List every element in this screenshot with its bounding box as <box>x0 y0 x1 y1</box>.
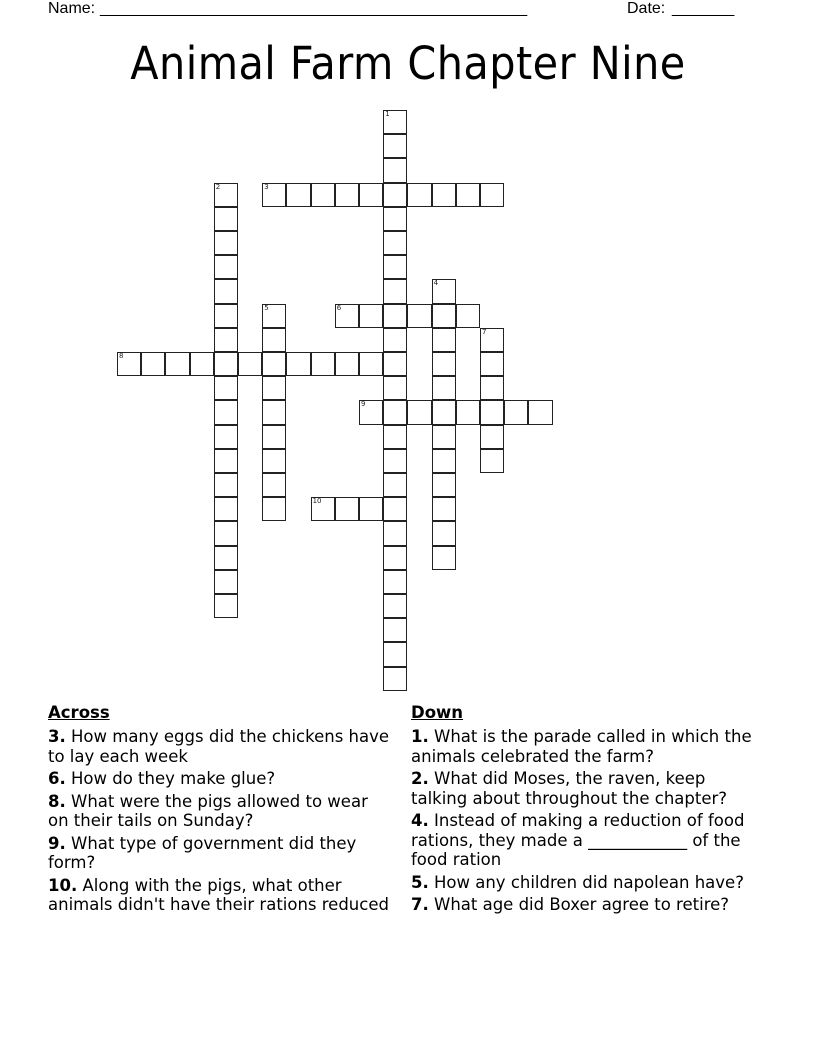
clue-number: 2. <box>411 769 429 788</box>
crossword-cell[interactable] <box>383 400 407 424</box>
clue-across-9 <box>48 834 393 873</box>
clue-text: How any children did napolean have? <box>434 872 744 892</box>
crossword-cell[interactable] <box>214 352 238 376</box>
clue-number-label: 2 <box>215 182 221 191</box>
crossword-cell[interactable] <box>190 352 214 376</box>
clue-number-label: 8 <box>119 352 124 360</box>
crossword-cell[interactable] <box>383 352 407 376</box>
crossword-cell[interactable] <box>456 304 480 328</box>
crossword-cell[interactable] <box>214 376 238 400</box>
clue-text: What did Moses, the raven, keep talking about throughout the chapter? <box>411 769 728 808</box>
crossword-cell[interactable] <box>335 497 359 521</box>
clue-number: 5. <box>411 872 429 892</box>
crossword-cell[interactable] <box>214 425 238 449</box>
crossword-cell[interactable] <box>214 207 238 231</box>
crossword-cell[interactable] <box>383 497 407 521</box>
crossword-cell[interactable] <box>311 183 335 207</box>
crossword-cell[interactable] <box>383 231 407 255</box>
crossword-cell[interactable] <box>432 497 456 521</box>
page-title: Animal Farm Chapter Nine <box>130 37 686 90</box>
crossword-cell[interactable] <box>383 425 407 449</box>
crossword-cell[interactable] <box>214 279 238 303</box>
crossword-cell[interactable] <box>262 473 286 497</box>
clue-text: How many eggs did the chickens have to lay each week <box>48 727 390 766</box>
crossword-cell[interactable] <box>383 570 407 594</box>
crossword-cell[interactable] <box>480 449 504 473</box>
crossword-cell[interactable] <box>214 304 238 328</box>
crossword-cell[interactable] <box>214 473 238 497</box>
crossword-cell[interactable] <box>528 400 552 424</box>
date-label: Date: <box>627 0 666 17</box>
crossword-cell[interactable] <box>407 183 431 207</box>
crossword-cell[interactable] <box>383 279 407 303</box>
clue-number: 9. <box>48 833 66 853</box>
clue-across-3 <box>48 727 393 766</box>
crossword-cell[interactable] <box>432 328 456 352</box>
name-field[interactable]: ________________________________________________ <box>100 0 528 17</box>
crossword-cell[interactable] <box>262 425 286 449</box>
crossword-cell[interactable] <box>262 497 286 521</box>
across-clues <box>48 703 393 918</box>
crossword-cell[interactable] <box>359 183 383 207</box>
crossword-cell[interactable] <box>214 400 238 424</box>
crossword-cell[interactable] <box>214 449 238 473</box>
crossword-cell[interactable] <box>214 497 238 521</box>
crossword-cell[interactable] <box>262 352 286 376</box>
clue-number: 4. <box>411 811 429 830</box>
crossword-cell[interactable] <box>214 231 238 255</box>
clue-across-6 <box>48 769 393 789</box>
down-clues <box>411 703 761 918</box>
clue-down-7 <box>411 895 761 915</box>
crossword-cell[interactable] <box>383 376 407 400</box>
crossword-cell[interactable] <box>480 376 504 400</box>
crossword-cell[interactable] <box>432 352 456 376</box>
crossword-cell[interactable] <box>480 425 504 449</box>
clue-number: 1. <box>411 727 429 746</box>
crossword-cell[interactable] <box>335 352 359 376</box>
clue-text: What is the parade called in which the animals celebrated the farm? <box>411 727 752 766</box>
crossword-cell[interactable] <box>262 304 286 328</box>
crossword-cell[interactable] <box>383 667 407 691</box>
clue-number: 8. <box>48 791 66 811</box>
crossword-cell[interactable] <box>214 570 238 594</box>
crossword-cell[interactable] <box>214 521 238 545</box>
clue-across-10 <box>48 876 393 915</box>
crossword-cell[interactable] <box>383 328 407 352</box>
crossword-cell[interactable] <box>117 352 141 376</box>
crossword-cell[interactable] <box>432 376 456 400</box>
crossword-cell[interactable] <box>311 497 335 521</box>
crossword-cell[interactable] <box>311 352 335 376</box>
clue-number: 6. <box>48 769 66 788</box>
crossword-cell[interactable] <box>456 183 480 207</box>
crossword-cell[interactable] <box>432 279 456 303</box>
crossword-cell[interactable] <box>480 400 504 424</box>
crossword-cell[interactable] <box>383 449 407 473</box>
crossword-cell[interactable] <box>383 642 407 666</box>
clue-text: What were the pigs allowed to wear on their tails on Sunday? <box>48 791 368 830</box>
crossword-cell[interactable] <box>407 400 431 424</box>
crossword-cell[interactable] <box>286 183 310 207</box>
crossword-cell[interactable] <box>383 594 407 618</box>
clue-down-2 <box>411 769 761 808</box>
crossword-cell[interactable] <box>432 304 456 328</box>
crossword-cell[interactable] <box>141 352 165 376</box>
crossword-cell[interactable] <box>432 473 456 497</box>
crossword-cell[interactable] <box>214 183 238 207</box>
clue-text: Along with the pigs, what other animals didn't have their rations reduced <box>48 875 389 914</box>
crossword-cell[interactable] <box>456 400 480 424</box>
clue-number: 3. <box>48 727 66 746</box>
clue-text: Instead of making a reduction of food rations, they made a ____________ of the food ration <box>411 811 745 869</box>
crossword-cell[interactable] <box>335 304 359 328</box>
crossword-cell[interactable] <box>214 328 238 352</box>
clue-number: 10. <box>48 875 78 895</box>
crossword-cell[interactable] <box>432 183 456 207</box>
crossword-cell[interactable] <box>432 400 456 424</box>
crossword-cell[interactable] <box>383 521 407 545</box>
crossword-cell[interactable] <box>383 546 407 570</box>
crossword-cell[interactable] <box>214 594 238 618</box>
clue-number-label: 6 <box>336 303 342 312</box>
date-field[interactable]: _______ <box>672 0 735 17</box>
crossword-cell[interactable] <box>383 207 407 231</box>
crossword-cell[interactable] <box>480 328 504 352</box>
clue-number-label: 7 <box>482 327 487 336</box>
crossword-cell[interactable] <box>480 352 504 376</box>
clue-number-label: 4 <box>433 279 439 288</box>
crossword-cell[interactable] <box>262 449 286 473</box>
clue-text: How do they make glue? <box>71 769 276 788</box>
crossword-cell[interactable] <box>262 400 286 424</box>
crossword-cell[interactable] <box>262 376 286 400</box>
clue-text: What age did Boxer agree to retire? <box>434 895 730 914</box>
crossword-cell[interactable] <box>359 304 383 328</box>
crossword-cell[interactable] <box>432 449 456 473</box>
clue-number-label: 5 <box>264 303 269 312</box>
crossword-cell[interactable] <box>383 255 407 279</box>
crossword-cell[interactable] <box>335 183 359 207</box>
clue-text: What type of government did they form? <box>48 833 357 872</box>
crossword-cell[interactable] <box>262 328 286 352</box>
down-heading: Down <box>411 703 464 722</box>
clue-number-label: 10 <box>312 497 322 506</box>
crossword-cell[interactable] <box>214 255 238 279</box>
crossword-cell[interactable] <box>286 352 310 376</box>
crossword-cell[interactable] <box>432 425 456 449</box>
crossword-cell[interactable] <box>383 473 407 497</box>
clue-number-label: 3 <box>264 182 269 191</box>
crossword-cell[interactable] <box>165 352 189 376</box>
crossword-cell[interactable] <box>504 400 528 424</box>
crossword-cell[interactable] <box>383 183 407 207</box>
crossword-cell[interactable] <box>383 158 407 182</box>
crossword-cell[interactable] <box>432 546 456 570</box>
crossword-cell[interactable] <box>383 618 407 642</box>
crossword-cell[interactable] <box>407 304 431 328</box>
crossword-cell[interactable] <box>262 183 286 207</box>
crossword-cell[interactable] <box>480 183 504 207</box>
crossword-cell[interactable] <box>432 521 456 545</box>
name-label: Name: <box>48 0 96 17</box>
clue-down-1 <box>411 727 761 766</box>
crossword-cell[interactable] <box>238 352 262 376</box>
clue-number-label: 9 <box>361 400 366 409</box>
crossword-cell[interactable] <box>383 134 407 158</box>
crossword-cell[interactable] <box>383 110 407 134</box>
clue-number-label: 1 <box>385 110 390 118</box>
crossword-cell[interactable] <box>383 304 407 328</box>
crossword-cell[interactable] <box>359 497 383 521</box>
clue-down-4 <box>411 811 761 870</box>
crossword-cell[interactable] <box>359 400 383 424</box>
crossword-cell[interactable] <box>214 546 238 570</box>
crossword-cell[interactable] <box>359 352 383 376</box>
across-heading: Across <box>48 703 110 722</box>
clue-number: 7. <box>411 895 429 914</box>
clue-down-5 <box>411 873 761 893</box>
clue-across-8 <box>48 792 393 831</box>
